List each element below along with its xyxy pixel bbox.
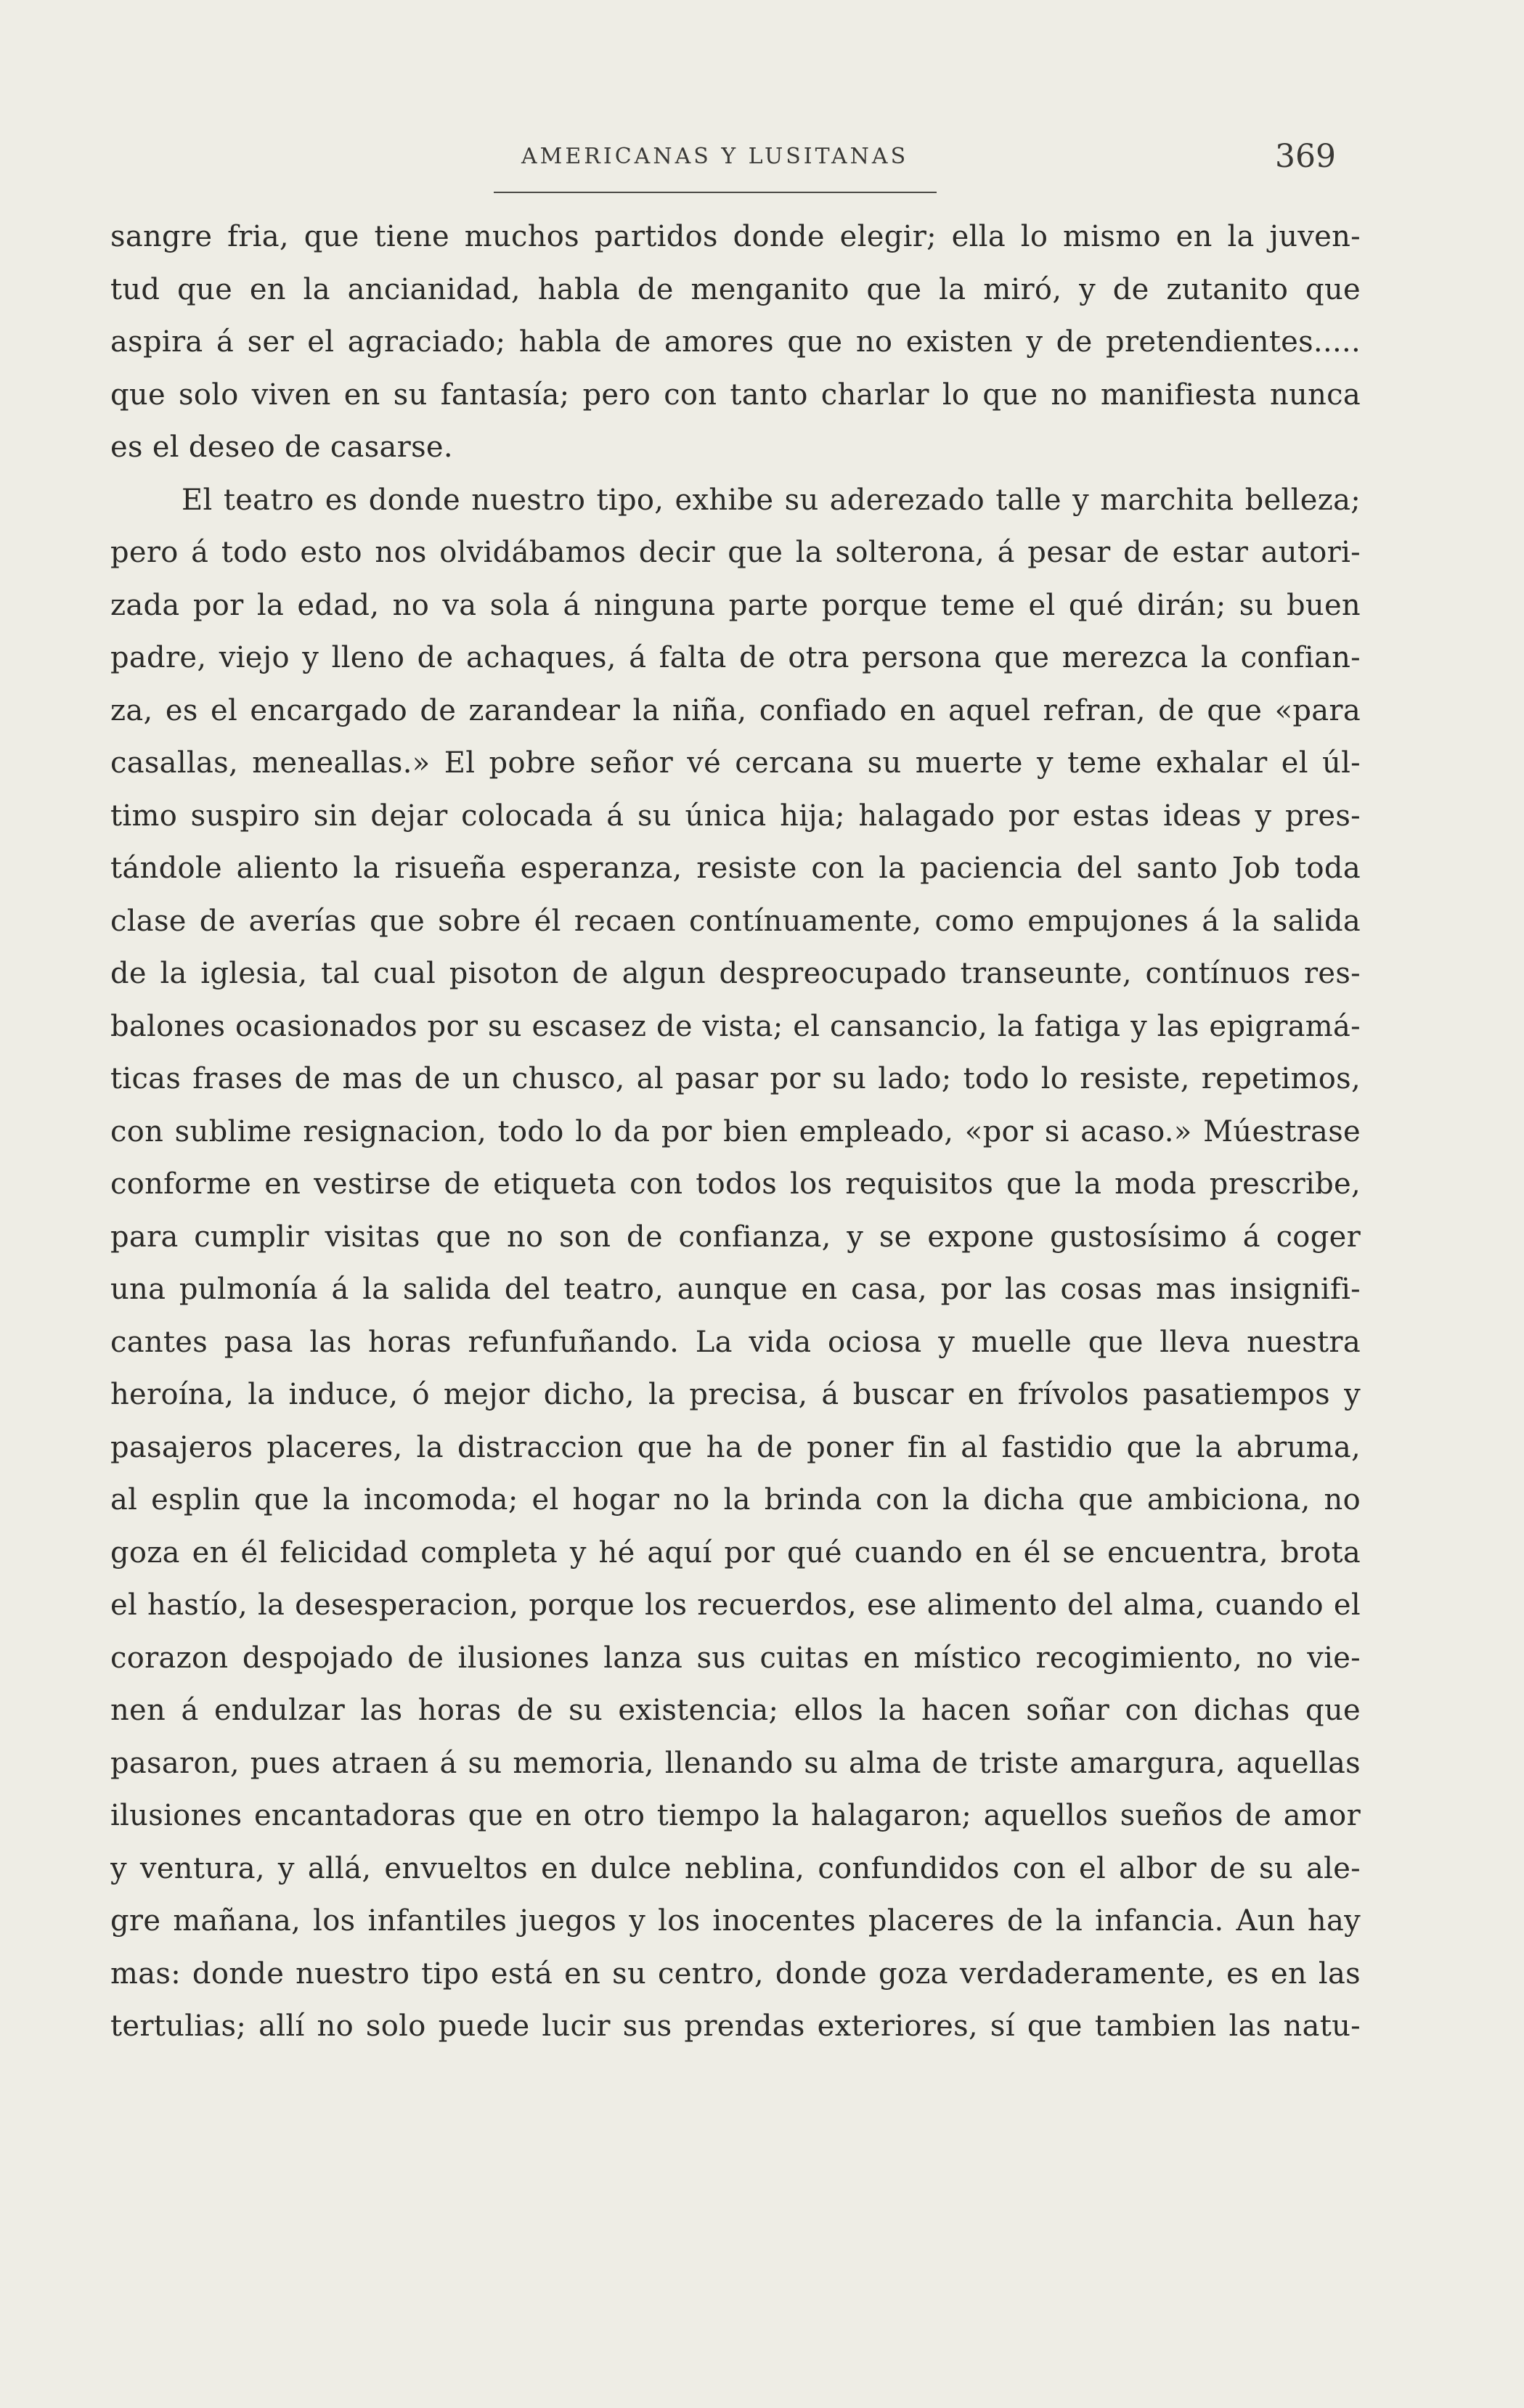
text-line: aspira á ser el agraciado; habla de amores que no existen y de pretendientes..... [110, 325, 1361, 359]
text-line: el hastío, la desesperacion, porque los recuerdos, ese alimento del alma, cuando el [110, 1588, 1361, 1622]
text-line: nen á endulzar las horas de su existencia; ellos la hacen soñar con dichas que [110, 1694, 1361, 1727]
text-line: ilusiones encantadoras que en otro tiempo la halagaron; aquellos sueños de amor [110, 1799, 1361, 1832]
text-line: con sublime resignacion, todo lo da por bien empleado, «por si acaso.» Múestrase [110, 1114, 1361, 1148]
text-line: casallas, meneallas.» El pobre señor vé cercana su muerte y teme exhalar el úl- [110, 746, 1361, 780]
text-line: pasajeros placeres, la distraccion que ha de poner fin al fastidio que la abruma, [110, 1430, 1361, 1464]
text-line: para cumplir visitas que no son de confianza, y se expone gustosísimo á coger [110, 1220, 1361, 1254]
text-line: clase de averías que sobre él recaen contínuamente, como empujones á la salida [110, 904, 1361, 938]
text-line: balones ocasionados por su escasez de vista; el cansancio, la fatiga y las epigramá- [110, 1009, 1361, 1043]
text-line: una pulmonía á la salida del teatro, aunque en casa, por las cosas mas insignifi- [110, 1273, 1361, 1306]
text-line: goza en él felicidad completa y hé aquí por qué cuando en él se encuentra, brota [110, 1535, 1361, 1570]
header-rule [494, 192, 937, 193]
text-line: zada por la edad, no va sola á ninguna parte porque teme el qué dirán; su buen [110, 588, 1361, 622]
text-line: cantes pasa las horas refunfuñando. La vida ociosa y muelle que lleva nuestra [110, 1325, 1361, 1359]
text-line: conforme en vestirse de etiqueta con todos los requisitos que la moda prescribe, [110, 1167, 1361, 1201]
text-line: corazon despojado de ilusiones lanza sus cuitas en místico recogimiento, no vie- [110, 1641, 1361, 1675]
body-text [110, 211, 1361, 2053]
page-number: 369 [1275, 138, 1336, 175]
running-header [494, 138, 1336, 181]
text-line: timo suspiro sin dejar colocada á su única hija; halagado por estas ideas y pres- [110, 799, 1361, 833]
paragraph-first-line: El teatro es donde nuestro tipo, exhibe su aderezado talle y marchita belleza; [182, 483, 1361, 517]
text-line: sangre fria, que tiene muchos partidos donde elegir; ella lo mismo en la juven- [110, 220, 1361, 253]
text-line: es el deseo de casarse. [110, 430, 453, 464]
running-title: AMERICANAS Y LUSITANAS [521, 144, 909, 169]
text-line: ticas frases de mas de un chusco, al pasar por su lado; todo lo resiste, repetimos, [110, 1062, 1361, 1095]
text-line: tud que en la ancianidad, habla de menganito que la miró, y de zutanito que [110, 272, 1361, 306]
text-line: al esplin que la incomoda; el hogar no la brinda con la dicha que ambiciona, no [110, 1483, 1361, 1517]
text-line: gre mañana, los infantiles juegos y los inocentes placeres de la infancia. Aun hay [110, 1904, 1361, 1938]
text-line: heroína, la induce, ó mejor dicho, la precisa, á buscar en frívolos pasatiempos y [110, 1378, 1361, 1411]
text-line: y ventura, y allá, envueltos en dulce neblina, confundidos con el albor de su ale- [110, 1851, 1361, 1885]
text-line: pero á todo esto nos olvidábamos decir que la solterona, á pesar de estar autori- [110, 536, 1361, 569]
text-line: tándole aliento la risueña esperanza, resiste con la paciencia del santo Job toda [110, 852, 1361, 885]
text-line: pasaron, pues atraen á su memoria, llenando su alma de triste amargura, aquellas [110, 1746, 1361, 1780]
text-line: za, es el encargado de zarandear la niña, confiado en aquel refran, de que «para [110, 693, 1361, 727]
text-line: tertulias; allí no solo puede lucir sus prendas exteriores, sí que tambien las natu- [110, 2009, 1361, 2043]
text-line: mas: donde nuestro tipo está en su centro, donde goza verdaderamente, es en las [110, 1956, 1361, 1991]
text-line: de la iglesia, tal cual pisoton de algun despreocupado transeunte, contínuos res- [110, 957, 1361, 990]
text-line: que solo viven en su fantasía; pero con tanto charlar lo que no manifiesta nunca [110, 377, 1361, 412]
text-line: padre, viejo y lleno de achaques, á falta de otra persona que merezca la confian- [110, 641, 1361, 674]
